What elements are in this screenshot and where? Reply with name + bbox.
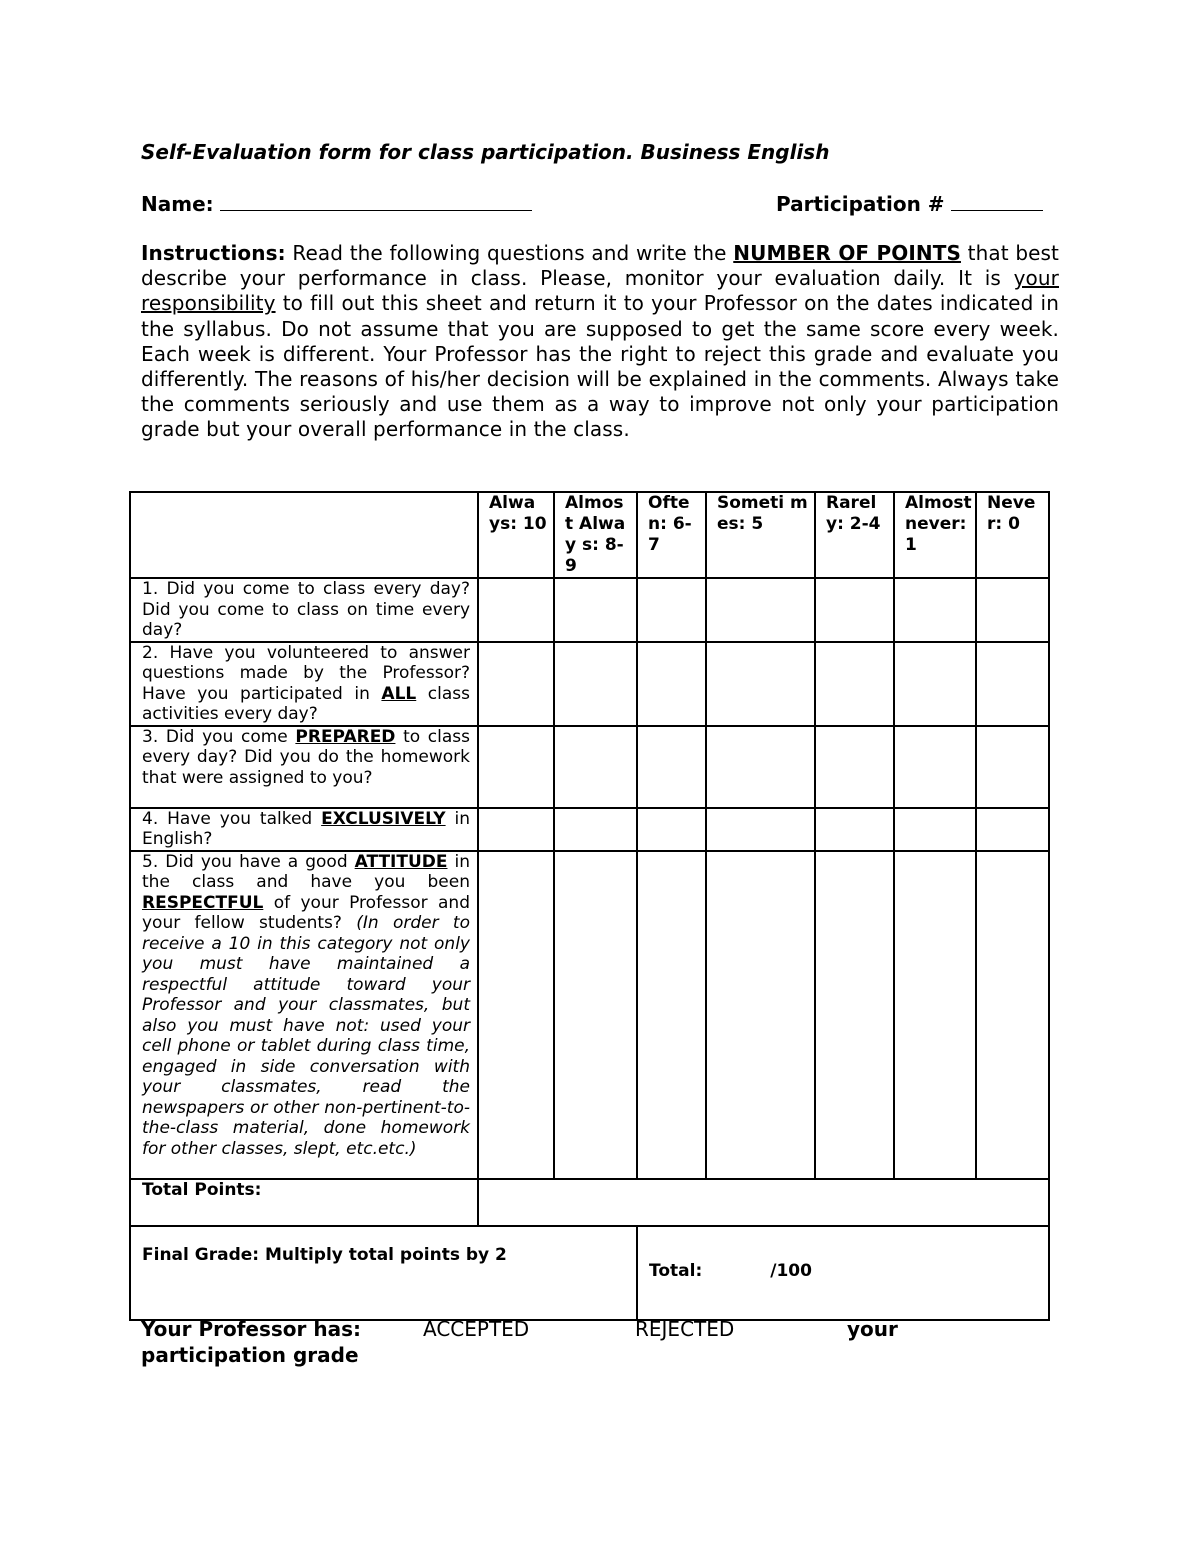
rejected-option[interactable]: REJECTED — [635, 1317, 735, 1341]
form-title: Self-Evaluation form for class participation. Business English — [141, 140, 830, 164]
question-row-2 — [130, 642, 1049, 726]
instructions-paragraph — [141, 241, 1059, 443]
q2-keyword: ALL — [381, 683, 417, 704]
score-cell[interactable] — [976, 808, 1049, 851]
name-blank[interactable] — [220, 192, 532, 211]
participation-label: Participation # — [776, 192, 945, 216]
score-cell[interactable] — [554, 726, 637, 808]
final-total-cell[interactable] — [637, 1226, 1049, 1320]
q4-keyword: EXCLUSIVELY — [321, 808, 446, 829]
question-row-5 — [130, 851, 1049, 1179]
q4-text-b: in English? — [142, 808, 471, 849]
q2-text-a: 2. Have you volunteered to answer questions made by the Professor? Have you participated in — [142, 642, 470, 704]
question-row-3 — [130, 726, 1049, 808]
header-sometimes: Someti mes: 5 — [706, 492, 815, 578]
header-row — [130, 492, 1049, 578]
score-cell[interactable] — [478, 642, 554, 726]
header-always: Alwa ys: 10 — [478, 492, 554, 578]
header-almost-never: Almost never: 1 — [894, 492, 976, 578]
instructions-text-1: Read the following questions and write the — [285, 241, 734, 265]
score-cell[interactable] — [554, 642, 637, 726]
q5-keyword-attitude: ATTITUDE — [354, 851, 448, 872]
decision-lead: Your Professor has: — [141, 1317, 361, 1341]
professor-decision — [141, 1316, 921, 1368]
score-cell[interactable] — [637, 578, 706, 642]
question-1: 1. Did you come to class every day? Did you come to class on time every day? — [130, 578, 478, 642]
score-cell[interactable] — [894, 642, 976, 726]
question-4 — [130, 808, 478, 851]
evaluation-table — [129, 491, 1050, 1321]
score-cell[interactable] — [815, 642, 894, 726]
score-cell[interactable] — [815, 726, 894, 808]
instructions-responsibility: your responsibility — [141, 266, 1059, 316]
instructions-text-2: that best describe your performance in class. Please, monitor your evaluation daily. It is — [141, 241, 1059, 291]
score-cell[interactable] — [706, 851, 815, 1179]
score-cell[interactable] — [815, 578, 894, 642]
final-grade-row — [130, 1226, 1049, 1320]
participation-field — [776, 192, 1043, 216]
score-cell[interactable] — [706, 808, 815, 851]
score-cell[interactable] — [637, 642, 706, 726]
total-points-label: Total Points: — [130, 1179, 478, 1226]
score-cell[interactable] — [706, 642, 815, 726]
score-cell[interactable] — [815, 808, 894, 851]
question-row-1 — [130, 578, 1049, 642]
q5-text-c: of your Professor and your fellow students? — [142, 892, 470, 933]
header-rarely: Rarel y: 2-4 — [815, 492, 894, 578]
score-cell[interactable] — [478, 578, 554, 642]
total-suffix: /100 — [770, 1260, 812, 1281]
score-cell[interactable] — [554, 578, 637, 642]
question-3 — [130, 726, 478, 808]
final-grade-label: Final Grade: Multiply total points by 2 — [130, 1226, 637, 1320]
score-cell[interactable] — [706, 578, 815, 642]
decision-tail: participation grade — [141, 1343, 359, 1367]
header-almost-always: Almos t Alway s: 8-9 — [554, 492, 637, 578]
score-cell[interactable] — [894, 726, 976, 808]
question-2 — [130, 642, 478, 726]
question-row-4 — [130, 808, 1049, 851]
accepted-option[interactable]: ACCEPTED — [423, 1317, 530, 1341]
score-cell[interactable] — [894, 851, 976, 1179]
participation-blank[interactable] — [951, 192, 1043, 211]
score-cell[interactable] — [637, 851, 706, 1179]
instructions-text-3: to fill out this sheet and return it to your Professor on the dates indicated in the syllabus. Do not assume that you are supposed to get the same score every week. Each week is different. Your Professor has the right to reject this grade and evaluate you differently. The reasons of his/her decision will be explained in the comments. Always take the comments seriously and use them as a way to improve not only your participation grade but your overall performance in the class. — [141, 291, 1059, 442]
score-cell[interactable] — [554, 851, 637, 1179]
q2-text-b: class activities every day? — [142, 683, 470, 724]
score-cell[interactable] — [554, 808, 637, 851]
score-cell[interactable] — [815, 851, 894, 1179]
instructions-points: NUMBER OF POINTS — [733, 241, 961, 265]
decision-your: your — [847, 1317, 898, 1341]
score-cell[interactable] — [478, 808, 554, 851]
q3-text-a: 3. Did you come — [142, 726, 296, 747]
score-cell[interactable] — [478, 851, 554, 1179]
score-cell[interactable] — [637, 808, 706, 851]
header-blank-cell — [130, 492, 478, 578]
q3-keyword: PREPARED — [295, 726, 396, 747]
q4-text-a: 4. Have you talked — [142, 808, 322, 829]
q5-note: (In order to receive a 10 in this category not only you must have maintained a respectful attitude toward your Professor and your classmates, but also you must have not: used your cell phone or tablet during class time, engaged in side conversation with your classmates, read the newspapers or other non-pertinent-to-the-class material, done homework for other classes, slept, etc.etc.) — [142, 913, 470, 1159]
score-cell[interactable] — [637, 726, 706, 808]
q5-text-b: in the class and have you been — [142, 851, 471, 892]
total-label: Total: — [649, 1260, 703, 1281]
score-cell[interactable] — [976, 851, 1049, 1179]
score-cell[interactable] — [478, 726, 554, 808]
name-label: Name: — [141, 192, 214, 216]
score-cell[interactable] — [976, 642, 1049, 726]
score-cell[interactable] — [706, 726, 815, 808]
q3-text-b: to class every day? Did you do the homework that were assigned to you? — [142, 726, 470, 788]
total-points-cell[interactable] — [478, 1179, 1049, 1226]
score-cell[interactable] — [976, 726, 1049, 808]
header-often: Ofte n: 6-7 — [637, 492, 706, 578]
total-points-row — [130, 1179, 1049, 1226]
score-cell[interactable] — [894, 578, 976, 642]
instructions-lead: Instructions: — [141, 241, 286, 265]
header-never: Neve r: 0 — [976, 492, 1049, 578]
q5-keyword-respectful: RESPECTFUL — [142, 892, 264, 913]
question-5 — [130, 851, 478, 1179]
q5-text-a: 5. Did you have a good — [142, 851, 355, 872]
name-field — [141, 192, 532, 216]
score-cell[interactable] — [894, 808, 976, 851]
score-cell[interactable] — [976, 578, 1049, 642]
